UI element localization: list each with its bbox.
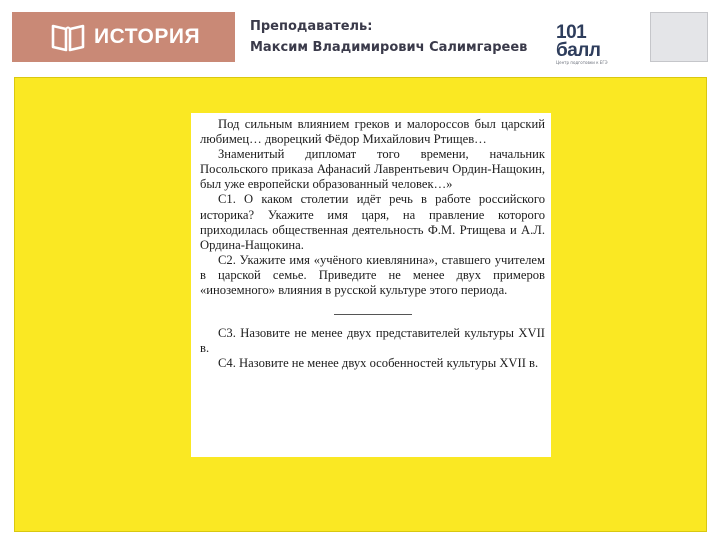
- question-c2: С2. Укажите имя «учёного киевлянина», ставшего учителем в царской семье. Приведите не менее двух примеров «иноземного» влияния в русской культуре этого периода.: [200, 252, 545, 298]
- text-paragraph: Знаменитый дипломат того времени, начальник Посольского приказа Афанасий Лаврентьевич Ордин-Нащокин, был уже европейски образованный человек…»: [200, 147, 545, 192]
- question-c1: С1. О каком столетии идёт речь в работе российского историка? Укажите имя царя, на правление которого приходилась общественная деятельность Ф.М. Ртищева и А.Л. Ордина-Нащокина.: [200, 192, 545, 252]
- question-c3: С3. Назовите не менее двух представителей культуры XVII в.: [200, 326, 545, 356]
- slide-content: [14, 77, 707, 532]
- scanned-document: [191, 113, 551, 457]
- header: [0, 0, 720, 70]
- brand-logo: [556, 24, 628, 66]
- brand-subtitle: Центр подготовки к ЕГЭ: [556, 60, 608, 65]
- teacher-info: [250, 16, 527, 58]
- subject-logo: [12, 12, 235, 62]
- text-paragraph: Под сильным влиянием греков и малороссов был царский любимец… дворецкий Фёдор Михайлович Ртищев…: [200, 117, 545, 147]
- divider: [334, 314, 412, 315]
- open-book-icon: [51, 22, 85, 52]
- subject-title: ИСТОРИЯ: [94, 25, 201, 48]
- teacher-label: Преподаватель:: [250, 19, 373, 34]
- teacher-name: Максим Владимирович Салимгареев: [250, 40, 528, 55]
- brand-name: 101 балл: [556, 22, 601, 61]
- corner-decoration: [650, 12, 708, 62]
- question-c4: С4. Назовите не менее двух особенностей культуры XVII в.: [218, 356, 539, 371]
